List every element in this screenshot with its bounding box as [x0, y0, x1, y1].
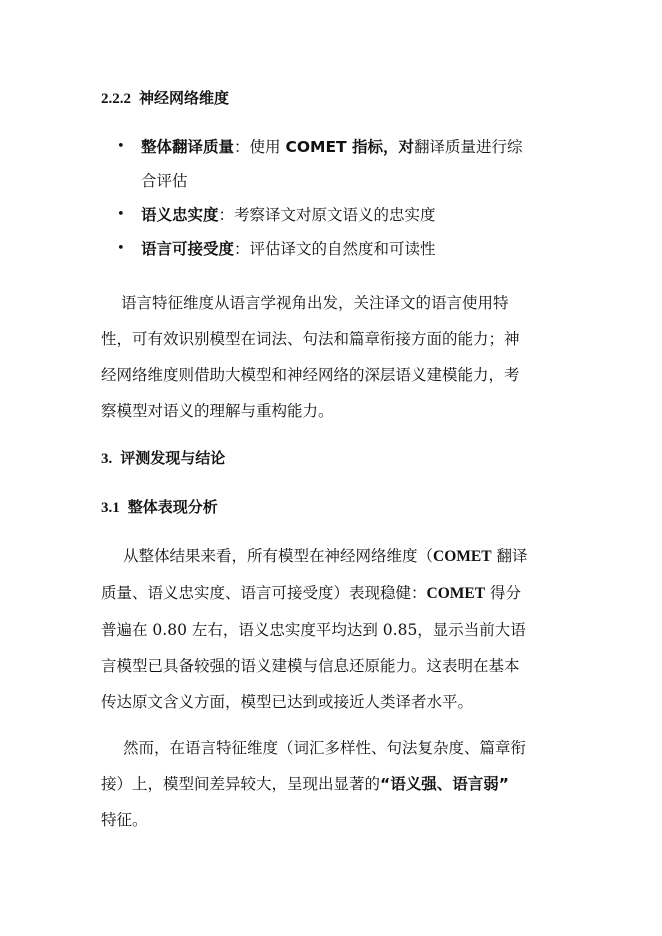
section-heading-3 [101, 448, 225, 469]
list-item [101, 198, 561, 232]
bullet-icon: • [117, 207, 125, 222]
bullet-term: 语义忠实度 [141, 206, 219, 224]
text-run: 得分 [485, 584, 522, 602]
text-run-bold: COMET [433, 548, 492, 565]
bullet-text: 考察译文对原文语义的忠实度 [234, 206, 436, 224]
section-number: 3.1 [101, 500, 120, 516]
paragraph-line [101, 766, 551, 802]
paragraph-line: 特征。 [101, 811, 148, 829]
paragraph-line [101, 575, 551, 612]
bullet-term: 整体翻译质量 [141, 138, 235, 156]
section-number: 3. [101, 451, 113, 467]
section-title: 神经网络维度 [139, 89, 230, 107]
paragraph-line: 传达原文含义方面，模型已达到或接近人类译者水平。 [101, 693, 474, 711]
bullet-text: 使用 [249, 138, 286, 156]
section-heading-3-1 [101, 497, 218, 518]
paragraph-line: 语言特征维度从语言学视角出发，关注译文的语言使用特 [121, 294, 509, 312]
text-run: 翻译 [491, 547, 528, 565]
bullet-icon: • [117, 241, 125, 256]
section-title: 整体表现分析 [127, 498, 218, 516]
text-run: 质量、语义忠实度、语言可接受度）表现稳健： [101, 584, 427, 602]
text-run-bold: “语义强、语言弱” [380, 775, 509, 793]
paragraph-line: 性，可有效识别模型在词法、句法和篇章衔接方面的能力；神 [101, 330, 520, 348]
bullet-colon: ： [234, 240, 250, 258]
bullet-colon: ： [234, 138, 250, 156]
bullet-text: 翻译质量进行综 [414, 138, 523, 156]
paragraph-overall-analysis [101, 538, 551, 720]
bullet-colon: ： [218, 206, 235, 224]
paragraph-language-weakness [101, 730, 551, 838]
paragraph-line: 然而，在语言特征维度（词汇多样性、句法复杂度、篇章衔 [123, 739, 527, 757]
text-run-bold: COMET [426, 585, 486, 602]
paragraph-dimensions-summary [101, 285, 551, 429]
paragraph-line [101, 538, 551, 575]
bullet-term: 语言可接受度 [141, 240, 235, 258]
paragraph-line: 言模型已具备较强的语义建模与信息还原能力。这表明在基本 [101, 657, 520, 675]
metric-bullet-list [101, 130, 561, 266]
bullet-text: 评估译文的自然度和可读性 [249, 240, 436, 258]
bullet-text-bold: COMET 指标，对 [285, 138, 415, 156]
paragraph-line: 经网络维度则借助大模型和神经网络的深层语义建模能力，考 [101, 366, 520, 384]
text-run: 从整体结果来看，所有模型在神经网络维度（ [123, 547, 434, 565]
section-number: 2.2.2 [101, 91, 131, 107]
bullet-text-continued: 合评估 [141, 172, 188, 190]
section-title: 评测发现与结论 [120, 449, 226, 467]
paragraph-line: 察模型对语义的理解与重构能力。 [101, 402, 334, 420]
list-item [101, 130, 561, 198]
text-run: 接）上，模型间差异较大，呈现出显著的 [101, 775, 381, 793]
list-item [101, 232, 561, 266]
section-heading-2-2-2 [101, 88, 229, 109]
paragraph-line: 普遍在 0.80 左右，语义忠实度平均达到 0.85，显示当前大语 [101, 621, 526, 639]
bullet-icon: • [117, 139, 125, 154]
